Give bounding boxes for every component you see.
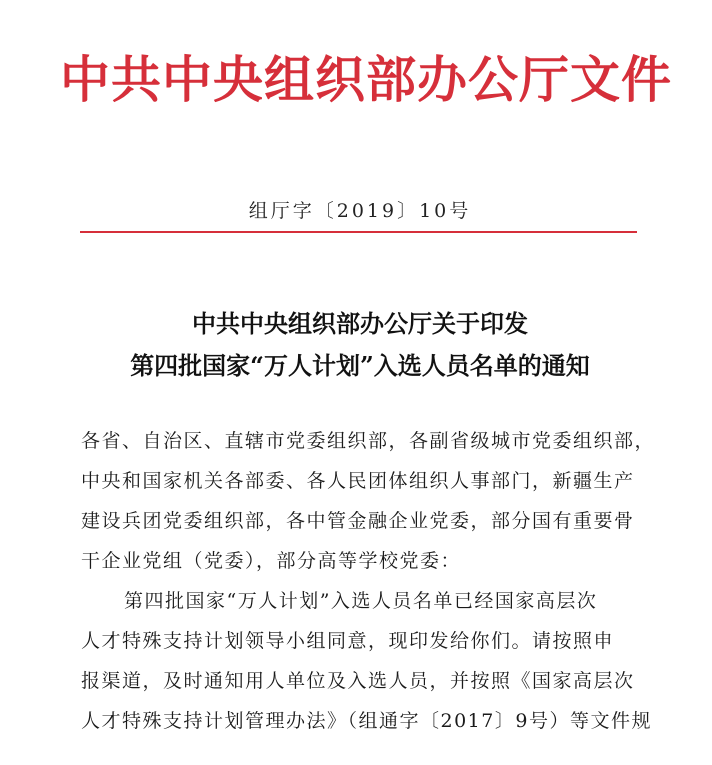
body-line: 第四批国家“万人计划”入选人员名单已经国家高层次 — [124, 590, 598, 612]
document-number: 组厅字〔2019〕10号 — [248, 200, 472, 222]
body-line: 建设兵团党委组织部，各中管金融企业党委，部分国有重要骨 — [81, 510, 635, 532]
document-title-line-2: 第四批国家“万人计划”入选人员名单的通知 — [130, 351, 590, 380]
body-line: 中央和国家机关各部委、各人民团体组织人事部门，新疆生产 — [81, 470, 635, 492]
body-line: 人才特殊支持计划领导小组同意，现印发给你们。请按照申 — [81, 630, 615, 652]
body-line: 人才特殊支持计划管理办法》（组通字〔2017〕9号）等文件规 — [81, 710, 652, 732]
document-masthead: 中共中央组织部办公厅文件 — [60, 50, 672, 109]
document-title-line-1: 中共中央组织部办公厅关于印发 — [192, 309, 528, 338]
body-line: 各省、自治区、直辖市党委组织部，各副省级城市党委组织部， — [81, 430, 656, 452]
body-line: 报渠道，及时通知用人单位及入选人员，并按照《国家高层次 — [81, 670, 635, 692]
red-divider-line — [80, 231, 637, 233]
body-line: 干企业党组（党委），部分高等学校党委： — [81, 550, 462, 572]
